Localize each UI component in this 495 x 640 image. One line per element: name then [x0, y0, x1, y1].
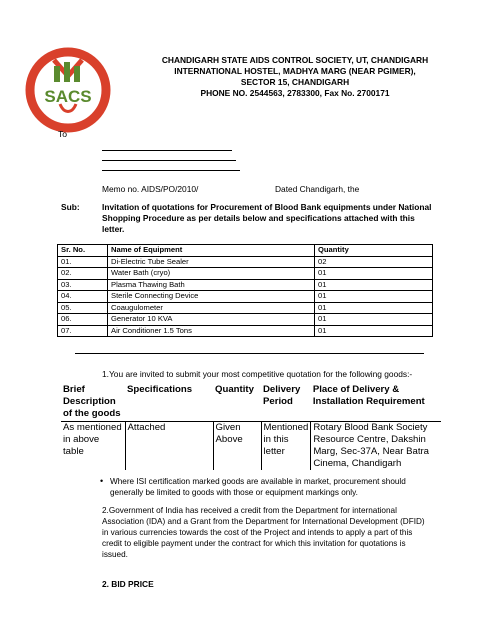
delivery-period-cell: Mentioned in this letter: [261, 422, 311, 471]
quantity-cell: 01: [315, 279, 433, 291]
address-line-1: [102, 150, 232, 151]
col-equipment-name: Name of Equipment: [108, 245, 315, 257]
svg-text:SACS: SACS: [44, 87, 92, 106]
quantity-cell: Given Above: [213, 422, 261, 471]
section-divider: [75, 353, 424, 354]
quantity-cell: 01: [315, 302, 433, 314]
equipment-table: [57, 244, 433, 337]
subject-label: Sub:: [61, 202, 80, 212]
quantity-cell: 02: [315, 256, 433, 268]
delivery-table: [61, 384, 441, 470]
table-header-row: [58, 245, 433, 257]
quantity-cell: 01: [315, 268, 433, 280]
letterhead: [110, 55, 480, 99]
equipment-cell: Air Conditioner 1.5 Tons: [108, 325, 315, 337]
quantity-cell: 01: [315, 325, 433, 337]
to-label: To: [58, 129, 68, 139]
col-place-of-delivery: Place of Delivery & Installation Requirement: [311, 384, 441, 422]
org-name: CHANDIGARH STATE AIDS CONTROL SOCIETY, UT, CHANDIGARH: [161, 55, 429, 65]
sr-no-cell: 05.: [58, 302, 108, 314]
org-address-line1: INTERNATIONAL HOSTEL, MADHYA MARG (NEAR PGIMER),: [174, 66, 416, 76]
equipment-cell: Generator 10 KVA: [108, 314, 315, 326]
memo-number: Memo no. AIDS/PO/2010/: [102, 184, 199, 194]
table-row: [58, 314, 433, 326]
equipment-cell: Di-Electric Tube Sealer: [108, 256, 315, 268]
table-row: [58, 268, 433, 280]
brief-description-cell: As mentioned in above table: [61, 422, 125, 471]
bullet-icon: •: [100, 476, 104, 486]
quantity-cell: 01: [315, 314, 433, 326]
equipment-cell: Coaugulometer: [108, 302, 315, 314]
invitation-text: 1.You are invited to submit your most competitive quotation for the following goods:-: [102, 369, 413, 379]
sr-no-cell: 07.: [58, 325, 108, 337]
col-brief-description: Brief Description of the goods: [61, 384, 125, 422]
delivery-header-row: [61, 384, 441, 422]
sr-no-cell: 03.: [58, 279, 108, 291]
table-row: [58, 291, 433, 303]
delivery-row: [61, 422, 441, 471]
col-quantity: Quantity: [213, 384, 261, 422]
address-line-2: [102, 160, 236, 161]
org-phone: PHONE NO. 2544563, 2783300, Fax No. 2700171: [200, 88, 390, 98]
section-heading-bid-price: 2. BID PRICE: [102, 579, 154, 589]
table-row: [58, 279, 433, 291]
sr-no-cell: 06.: [58, 314, 108, 326]
sacs-logo: [24, 46, 112, 134]
isi-note-text: Where ISI certification marked goods are available in market, procurement should generally be limited to goods with those or equipment markings only.: [110, 477, 406, 497]
specifications-cell: Attached: [125, 422, 213, 471]
table-row: [58, 302, 433, 314]
equipment-cell: Plasma Thawing Bath: [108, 279, 315, 291]
org-address-line2: SECTOR 15, CHANDIGARH: [240, 77, 350, 87]
sr-no-cell: 04.: [58, 291, 108, 303]
memo-date: Dated Chandigarh, the: [275, 184, 360, 194]
subject-text: Invitation of quotations for Procurement of Blood Bank equipments under National Shopping Procedure as per details below and specifications attached with this letter.: [102, 202, 432, 234]
sr-no-cell: 02.: [58, 268, 108, 280]
quantity-cell: 01: [315, 291, 433, 303]
sr-no-cell: 01.: [58, 256, 108, 268]
table-row: [58, 325, 433, 337]
col-specifications: Specifications: [125, 384, 213, 422]
place-of-delivery-cell: Rotary Blood Bank Society Resource Centre, Dakshin Marg, Sec-37A, Near Batra Cinema, Chandigarh: [313, 422, 430, 469]
funding-paragraph: 2.Government of India has received a credit from the Department for international Association (IDA) and a Grant from the Department for International Development (DFID) in various currencies towards the cost of the Project and intends to apply a part of this credit to eligible payment under the contract for which this invitation for quotations is issued.: [102, 506, 425, 559]
table-row: [58, 256, 433, 268]
col-sr-no: Sr. No.: [58, 245, 108, 257]
col-delivery-period: Delivery Period: [261, 384, 311, 422]
col-quantity: Quantity: [315, 245, 433, 257]
isi-note: [100, 476, 430, 498]
equipment-cell: Sterile Connecting Device: [108, 291, 315, 303]
equipment-cell: Water Bath (cryo): [108, 268, 315, 280]
address-line-3: [102, 170, 240, 171]
